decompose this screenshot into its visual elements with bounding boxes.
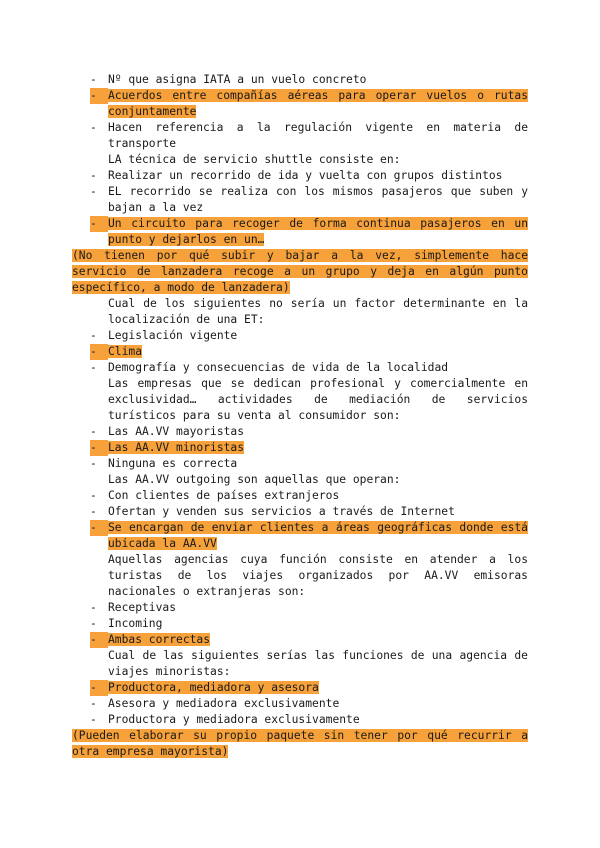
question-label: Cual de las siguientes serías las funciones de una agencia de viajes minoristas: [108, 649, 528, 678]
answer-option [72, 120, 528, 152]
option-text: Hacen referencia a la regulación vigente en materia de transporte [108, 121, 528, 150]
highlighted-answer-text: Se encargan de enviar clientes a áreas geográficas donde está ubicada la AA.VV [108, 521, 528, 550]
bullet-dash: - [90, 457, 97, 470]
option-text: Las AA.VV mayoristas [108, 425, 245, 438]
question-label: Las empresas que se dedican profesional y comercialmente en exclusividad… actividades de mediación de servicios turísticos para su venta al consumidor son: [108, 377, 528, 422]
question-label: LA técnica de servicio shuttle consiste en: [108, 153, 401, 166]
answer-option [72, 632, 528, 648]
bullet-dash: - [90, 88, 108, 104]
bullet-dash: - [90, 73, 97, 86]
bullet-dash: - [90, 505, 97, 518]
question-text [72, 152, 528, 168]
highlighted-answer-text: Clima [108, 345, 143, 358]
bullet-dash: - [90, 425, 97, 438]
bullet-dash: - [90, 617, 97, 630]
bullet-dash: - [90, 361, 97, 374]
option-text: Nº que asigna IATA a un vuelo concreto [108, 73, 367, 86]
option-text: Incoming [108, 617, 163, 630]
question-text [72, 648, 528, 680]
bullet-dash: - [90, 216, 108, 232]
bullet-dash: - [90, 185, 97, 198]
answer-option [72, 360, 528, 376]
bullet-dash: - [90, 169, 97, 182]
option-text: Legislación vigente [108, 329, 238, 342]
answer-option [72, 184, 528, 216]
highlighted-answer-text: Las AA.VV minoristas [108, 441, 245, 454]
question-text [72, 296, 528, 328]
bullet-dash: - [90, 680, 108, 696]
answer-option [72, 216, 528, 248]
bullet-dash: - [90, 344, 108, 360]
highlighted-answer-text: Acuerdos entre compañías aéreas para operar vuelos o rutas conjuntamente [108, 89, 528, 118]
explanation-note [72, 248, 528, 296]
answer-option [72, 600, 528, 616]
bullet-dash: - [90, 489, 97, 502]
question-label: Cual de los siguientes no sería un factor determinante en la localización de una ET: [108, 297, 528, 326]
answer-option [72, 680, 528, 696]
option-text: Asesora y mediadora exclusivamente [108, 697, 340, 710]
option-text: Receptivas [108, 601, 177, 614]
bullet-dash: - [90, 440, 108, 456]
option-text: EL recorrido se realiza con los mismos pasajeros que suben y bajan a la vez [108, 185, 528, 214]
answer-option [72, 520, 528, 552]
option-text: Demografía y consecuencias de vida de la localidad [108, 361, 449, 374]
answer-option [72, 616, 528, 632]
highlighted-answer-text: Un circuito para recoger de forma continua pasajeros en un punto y dejarlos en un… [108, 217, 528, 246]
highlighted-answer-text: Productora, mediadora y asesora [108, 681, 319, 694]
answer-option [72, 88, 528, 120]
question-label: Las AA.VV outgoing son aquellas que operan: [108, 473, 401, 486]
answer-option [72, 424, 528, 440]
question-text [72, 552, 528, 600]
answer-option [72, 168, 528, 184]
answer-option [72, 504, 528, 520]
answer-option [72, 328, 528, 344]
option-text: Productora y mediadora exclusivamente [108, 713, 360, 726]
option-text: Ofertan y venden sus servicios a través de Internet [108, 505, 455, 518]
bullet-dash: - [90, 697, 97, 710]
question-text [72, 376, 528, 424]
bullet-dash: - [90, 632, 108, 648]
answer-option [72, 72, 528, 88]
answer-option [72, 696, 528, 712]
explanation-note [72, 728, 528, 760]
question-label: Aquellas agencias cuya función consiste en atender a los turistas de los viajes organizados por AA.VV emisoras nacionales o extranjeras son: [108, 553, 528, 598]
bullet-dash: - [90, 713, 97, 726]
bullet-dash: - [90, 329, 97, 342]
bullet-dash: - [90, 601, 97, 614]
answer-option [72, 344, 528, 360]
highlighted-answer-text: Ambas correctas [108, 633, 211, 646]
option-text: Ninguna es correcta [108, 457, 238, 470]
answer-option [72, 712, 528, 728]
answer-option [72, 488, 528, 504]
option-text: Realizar un recorrido de ida y vuelta con grupos distintos [108, 169, 503, 182]
question-text [72, 472, 528, 488]
answer-option [72, 456, 528, 472]
note-text: (Pueden elaborar su propio paquete sin tener por qué recurrir a otra empresa mayorista) [72, 729, 528, 758]
note-text: (No tienen por qué subir y bajar a la vez, simplemente hace servicio de lanzadera recoge a un grupo y deja en algún punto específico, a modo de lanzadera) [72, 249, 528, 294]
bullet-dash: - [90, 520, 108, 536]
option-text: Con clientes de países extranjeros [108, 489, 340, 502]
bullet-dash: - [90, 121, 97, 134]
document-content [72, 72, 528, 760]
answer-option [72, 440, 528, 456]
